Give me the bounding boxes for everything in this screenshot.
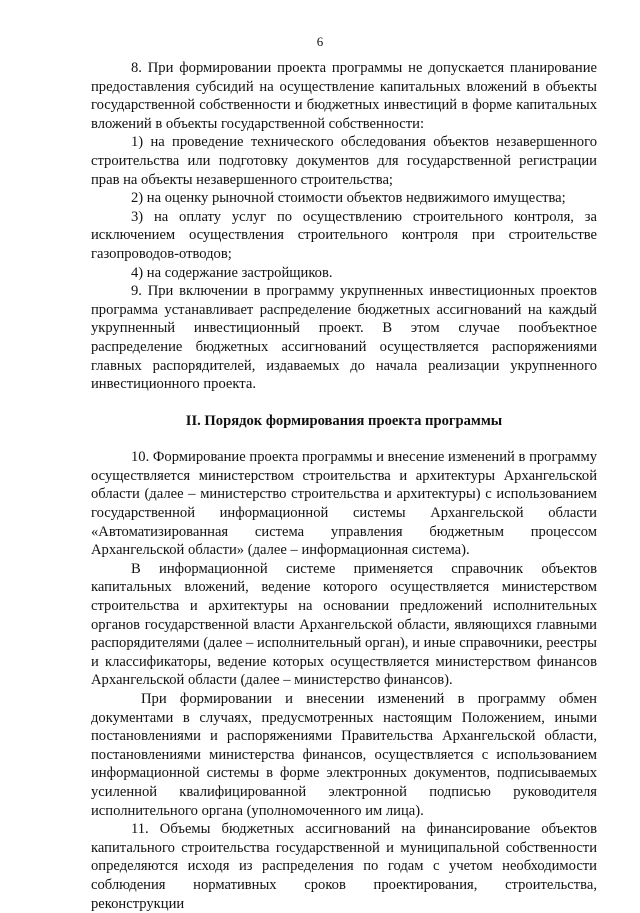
paragraph-10: 10. Формирование проекта программы и внесение изменений в программу осуществляется министерством строительства и архитектуры Архангельской области (далее – министерство строительства и архитектуры) с использованием государственной информационной системы Архангельской области «Автоматизированная система управления бюджетным процессом Архангельской области» (далее – информационная система). — [91, 449, 597, 559]
list-item-4: 4) на содержание застройщиков. — [131, 264, 333, 281]
paragraph-document-exchange: При формировании и внесении изменений в программу обмен документами в случаях, предусмотренных настоящим Положением, иными постановлениями и распоряжениями Правительства Архангельской области, постановлениями министерства финансов, осуществляется с использованием информационной системы в форме электронных документов, подписываемых усиленной квалифицированной электронной подписью руководителя исполнительного органа (уполномоченного им лица). — [91, 691, 597, 819]
list-item-1: 1) на проведение технического обследования объектов незавершенного строительства или подготовку документов для государственной регистрации прав на объекты незавершенного строительства; — [91, 134, 597, 188]
paragraph-9: 9. При включении в программу укрупненных инвестиционных проектов программа устанавливает распределение бюджетных ассигнований на каждый укрупненный инвестиционный проект. В этом случае пообъектное распределение бюджетных ассигнований осуществляется распоряжениями главных распорядителей, издаваемых до начала реализации укрупненного инвестиционного проекта. — [91, 283, 597, 393]
document-body — [91, 59, 597, 913]
section-heading: II. Порядок формирования проекта программы — [185, 412, 503, 429]
paragraph-8: 8. При формировании проекта программы не допускается планирование предоставления субсидий на осуществление капитальных вложений в объекты государственной собственности и бюджетных инвестиций в форме капитальных вложений в объекты государственной собственности: — [91, 60, 597, 132]
page-number: 6 — [316, 34, 324, 49]
paragraph-11: 11. Объемы бюджетных ассигнований на финансирование объектов капитального строительства государственной и муниципальной собственности определяются исходя из распределения по годам с учетом необходимости соблюдения нормативных сроков проектирования, строительства, реконструкции — [91, 821, 597, 912]
list-item-2: 2) на оценку рыночной стоимости объектов недвижимого имущества; — [131, 190, 566, 207]
list-item-3: 3) на оплату услуг по осуществлению строительного контроля, за исключением осуществления строительного контроля при строительстве газопроводов-отводов; — [91, 208, 597, 262]
paragraph-reference-catalog: В информационной системе применяется справочник объектов капитальных вложений, ведение которого осуществляется министерством строительства и архитектуры на основании предложений исполнительных органов государственной власти Архангельской области, являющихся главными распорядителями (далее – исполнительный орган), и иные справочники, реестры и классификаторы, ведение которых осуществляется министерством финансов Архангельской области (далее – министерство финансов). — [91, 560, 597, 689]
